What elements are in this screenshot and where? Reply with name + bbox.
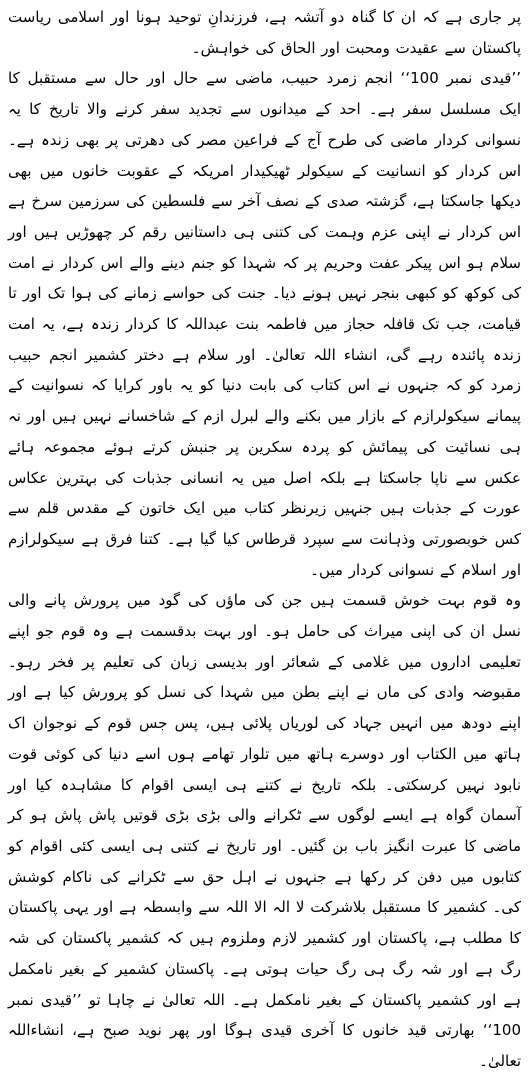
paragraph-1: پر جاری ہے کہ ان کا گناہ دو آتشہ ہے، فرزندانِ توحید ہونا اور اسلامی ریاست پاکستان سے عقیدت ومحبت اور الحاق کی خواہش۔ — [8, 8, 521, 57]
paragraph-3: وہ قوم بہت خوش قسمت ہیں جن کی ماؤں کی گود میں پرورش پانے والی نسل ان کی اپنی میراث کی حامل ہو۔ اور بہت بدقسمت ہے وہ قوم جو اپنے تعلیمی اداروں میں غلامی کے شعائر اور بدیسی زبان کی تعلیم پر فخر رہو۔ مقبوضہ وادی کی ماں نے اپنے بطن میں شہدا کی نسل کو پرورش کیا ہے اور اپنے دودھ میں انہیں جہاد کی لوریاں پلائی ہیں، پس جس قوم کے نوجوان اک ہاتھ میں الکتاب اور دوسرے ہاتھ میں تلوار تھامے ہوں اسے دنیا کی کوئی قوت نابود نہیں کرسکتی۔ بلکہ تاریخ نے کتنے ہی ایسی اقوام کا مشاہدہ کیا اور آسمان گواہ ہے ایسے لوگوں سے ٹکرانے والی بڑی بڑی قوتیں پاش پاش ہو کر ماضی کا عبرت انگیز باب بن گئیں۔ اور تاریخ نے کتنی ہی ایسی کئی اقوام کو کتابوں میں دفن کر رکھا ہے جنہوں نے اہل حق سے ٹکرانے کی ناکام کوشش کی۔ کشمیر کا مستقبل بلاشرکت لا الہ الا اللہ سے وابسطہ ہے اور یہی پاکستان کا مطلب ہے، پاکستان اور کشمیر لازم وملزوم ہیں کہ کشمیر پاکستان کی شہ رگ ہے اور شہ رگ ہی رگ حیات ہوتی ہے۔ پاکستان کشمیر کے بغیر نامکمل ہے اور کشمیر پاکستان کے بغیر نامکمل ہے۔ اللہ تعالیٰ نے چاہا تو ’’قیدی نمبر 100‘‘ بھارتی قید خانوں کا آخری قیدی ہوگا اور پھر نوید صبح ہے، انشاءاللہ تعالیٰ۔ — [8, 591, 521, 1070]
paragraph-2: ’’قیدی نمبر 100‘‘ انجم زمرد حبیب، ماضی سے حال اور حال سے مستقبل کا ایک مسلسل سفر ہے۔ احد کے میدانوں سے تجدید سفر کرنے والا تاریخ کا یہ نسوانی کردار ماضی کی طرح آج کے فراعین مصر کی دھرتی پر بھی زندہ ہے۔ اس کردار کو انسانیت کے سیکولر ٹھیکیدار امریکہ کے عقوبت خانوں میں بھی دیکھا جاسکتا ہے، گزشتہ صدی کے نصف آخر سے فلسطین کی سرزمین سرخ ہے اس کردار نے اپنی عزم وہمت کی کتنی ہی داستانیں رقم کر چھوڑیں ہیں اور سلام ہو اس پیکر عفت وحریم پر کہ شہدا کو جنم دینے والے اس کردار نے امت کی کوکھ کو کبھی بنجر نہیں ہونے دیا۔ جنت کی حواسے زمانے کی ہوا تک اور تا قیامت، جب تک قافلہ حجاز میں فاطمہ بنت عبداللہ کا کردار زندہ ہے، یہ امت زندہ پائندہ رہے گی، انشاء اللہ تعالیٰ۔ اور سلام ہے دختر کشمیر انجم حبیب زمرد کو کہ جنہوں نے اس کتاب کی بابت دنیا کو یہ باور کرایا کہ نسوانیت کے پیمانے سیکولرازم کے بازار میں بکنے والے لبرل ازم کے شاخسانے نہیں ہیں اور نہ ہی نسائیت کی پیمائش کو پردہ سکرین پر جنبش کرتے ہوئے مجموعہ ہائے عکس سے ناپا جاسکتا ہے بلکہ اصل میں یہ انسانی جذبات کی بہترین عکاس عورت کے جذبات ہیں جنہیں زیرنظر کتاب میں ایک خاتون کے مقدس قلم سے کس خوبصورتی وذہانت سے سپرد قرطاس کیا گیا ہے۔ کتنا فرق ہے سیکولرازم اور اسلام کے نسوانی کردار میں۔ — [8, 69, 521, 579]
